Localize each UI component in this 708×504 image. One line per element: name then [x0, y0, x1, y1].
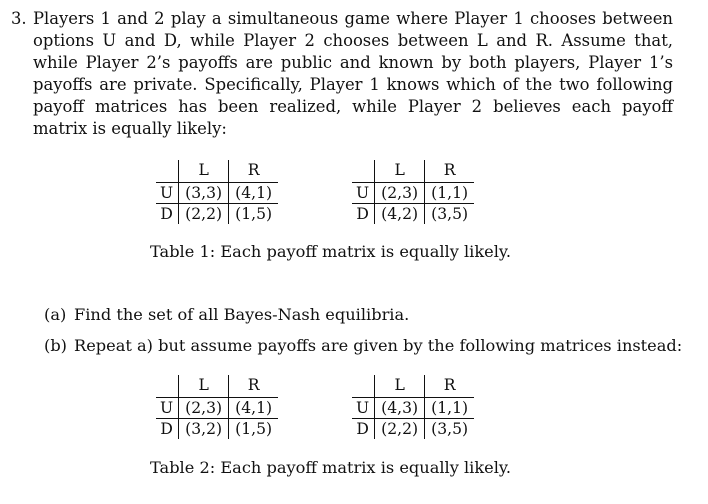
- table2-matrix-1: [156, 375, 278, 439]
- row-header: D: [156, 204, 179, 225]
- payoff-cell: (1,5): [229, 419, 278, 440]
- payoff-cell: (1,1): [425, 183, 474, 204]
- part-a: [44, 305, 409, 325]
- payoff-cell: (2,3): [179, 398, 229, 419]
- corner-cell: [352, 160, 375, 183]
- payoff-cell: (2,2): [375, 419, 425, 440]
- col-header: R: [247, 161, 260, 179]
- col-header: R: [247, 376, 260, 394]
- row-header: U: [156, 398, 179, 419]
- table1-caption: Table 1: Each payoff matrix is equally likely.: [150, 242, 512, 261]
- payoff-cell: (3,2): [179, 419, 229, 440]
- row-header: U: [352, 183, 375, 204]
- row-header: D: [352, 204, 375, 225]
- col-header: L: [375, 375, 425, 398]
- col-header: L: [179, 160, 229, 183]
- payoff-cell: (4,1): [229, 183, 278, 204]
- col-header: R: [443, 376, 456, 394]
- col-header: L: [375, 160, 425, 183]
- row-header: U: [352, 398, 375, 419]
- table1-matrix-1: [156, 160, 278, 224]
- payoff-cell: (1,1): [425, 398, 474, 419]
- row-header: D: [352, 419, 375, 440]
- part-b-text: Repeat a) but assume payoffs are given by the following matrices instead:: [74, 336, 683, 355]
- part-a-text: Find the set of all Bayes-Nash equilibria.: [74, 305, 410, 324]
- problem-number: 3.: [11, 9, 27, 28]
- problem-text: Players 1 and 2 play a simultaneous game where Player 1 chooses between options U and D, while Player 2 chooses between L and R. Assume that, while Player 2’s payoffs are public and known by both players, Player 1’s payoffs are private. Specifically, Player 1 knows which of the two following payoff matrices has been realized, while Player 2 believes each payoff matrix is equally likely:: [33, 9, 673, 138]
- part-b: [44, 336, 682, 356]
- payoff-cell: (4,3): [375, 398, 425, 419]
- corner-cell: [352, 375, 375, 398]
- row-header: D: [156, 419, 179, 440]
- payoff-cell: (4,2): [375, 204, 425, 225]
- payoff-cell: (1,5): [229, 204, 278, 225]
- corner-cell: [156, 375, 179, 398]
- table2-caption: Table 2: Each payoff matrix is equally likely.: [150, 458, 512, 477]
- corner-cell: [156, 160, 179, 183]
- payoff-cell: (4,1): [229, 398, 278, 419]
- table2-matrix-2: [352, 375, 474, 439]
- row-header: U: [156, 183, 179, 204]
- payoff-cell: (3,3): [179, 183, 229, 204]
- col-header: R: [443, 161, 456, 179]
- part-b-label: (b): [44, 336, 67, 355]
- col-header: L: [179, 375, 229, 398]
- payoff-cell: (3,5): [425, 419, 474, 440]
- part-a-label: (a): [44, 305, 67, 324]
- payoff-cell: (2,2): [179, 204, 229, 225]
- table1-matrix-2: [352, 160, 474, 224]
- payoff-cell: (2,3): [375, 183, 425, 204]
- payoff-cell: (3,5): [425, 204, 474, 225]
